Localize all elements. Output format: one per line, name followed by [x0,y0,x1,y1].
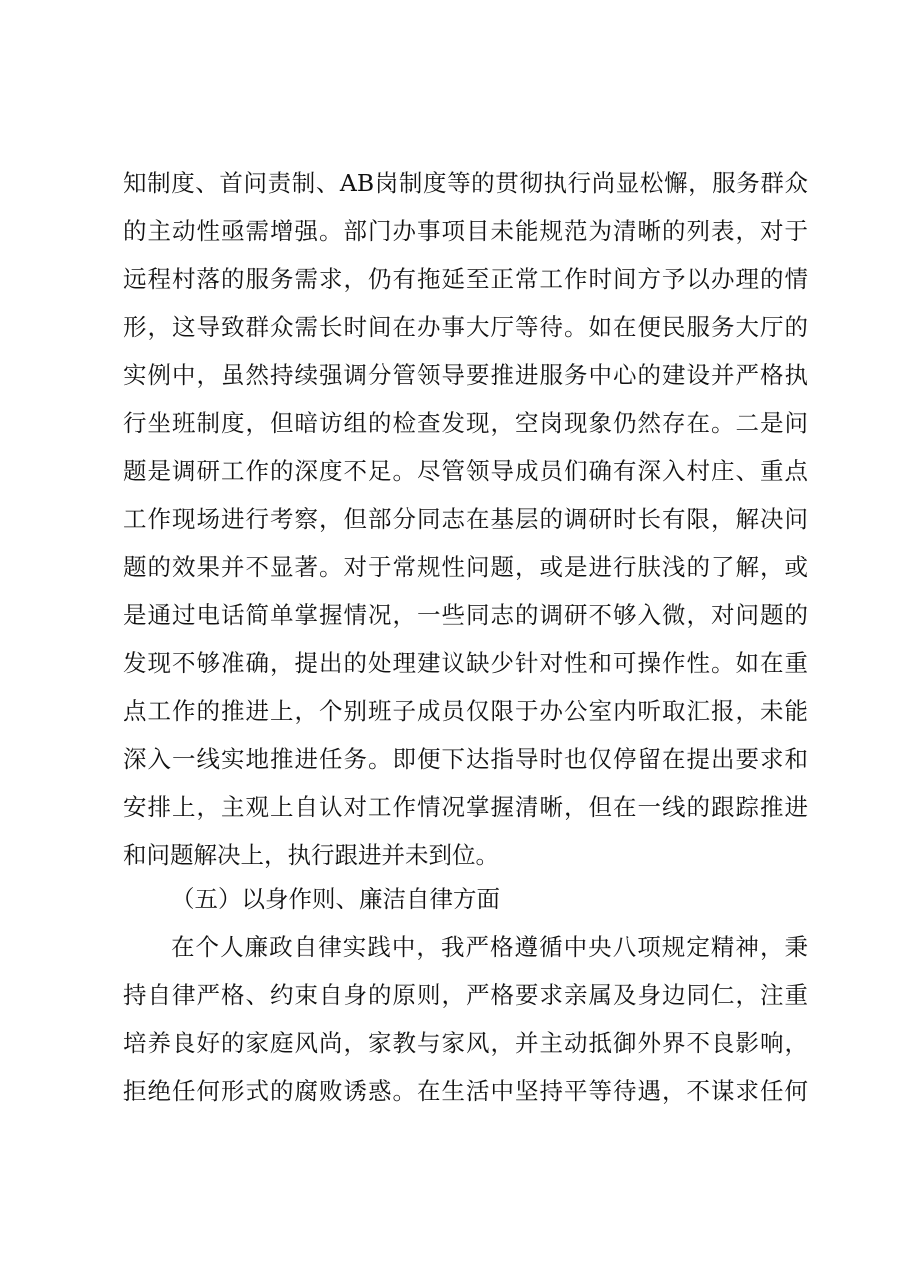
paragraph-line: 题是调研工作的深度不足。尽管领导成员们确有深入村庄、重点 [123,457,808,485]
paragraph-line: 知制度、首问责制、AB岗制度等的贯彻执行尚显松懈，服务群众 [123,169,808,197]
paragraph-line: 安排上，主观上自认对工作情况掌握清晰，但在一线的跟踪推进 [123,793,808,821]
paragraph-line: 深入一线实地推进任务。即便下达指导时也仅停留在提出要求和 [123,745,808,773]
section-heading: （五）以身作则、廉洁自律方面 [171,885,500,913]
paragraph-line: 远程村落的服务需求，仍有拖延至正常工作时间方予以办理的情 [123,265,808,293]
paragraph-line: 工作现场进行考察，但部分同志在基层的调研时长有限，解决问 [123,505,808,533]
paragraph-line: 培养良好的家庭风尚，家教与家风，并主动抵御外界不良影响， [123,1029,808,1057]
paragraph-line: 持自律严格、约束自身的原则，严格要求亲属及身边同仁，注重 [123,981,808,1009]
paragraph-line: 发现不够准确，提出的处理建议缺少针对性和可操作性。如在重 [123,649,808,677]
paragraph-line: 和问题解决上，执行跟进并未到位。 [123,841,499,869]
paragraph-line: 题的效果并不显著。对于常规性问题，或是进行肤浅的了解，或 [123,553,808,581]
paragraph-line: 实例中，虽然持续强调分管领导要推进服务中心的建设并严格执 [123,361,808,389]
paragraph-line: 在个人廉政自律实践中，我严格遵循中央八项规定精神，秉 [171,933,808,961]
paragraph-line: 的主动性亟需增强。部门办事项目未能规范为清晰的列表，对于 [123,217,808,245]
paragraph-line: 行坐班制度，但暗访组的检查发现，空岗现象仍然存在。二是问 [123,409,808,437]
paragraph-line: 点工作的推进上，个别班子成员仅限于办公室内听取汇报，未能 [123,697,808,725]
paragraph-line: 是通过电话简单掌握情况，一些同志的调研不够入微，对问题的 [123,601,808,629]
paragraph-line: 形，这导致群众需长时间在办事大厅等待。如在便民服务大厅的 [123,313,808,341]
paragraph-line: 拒绝任何形式的腐败诱惑。在生活中坚持平等待遇，不谋求任何 [123,1077,808,1105]
